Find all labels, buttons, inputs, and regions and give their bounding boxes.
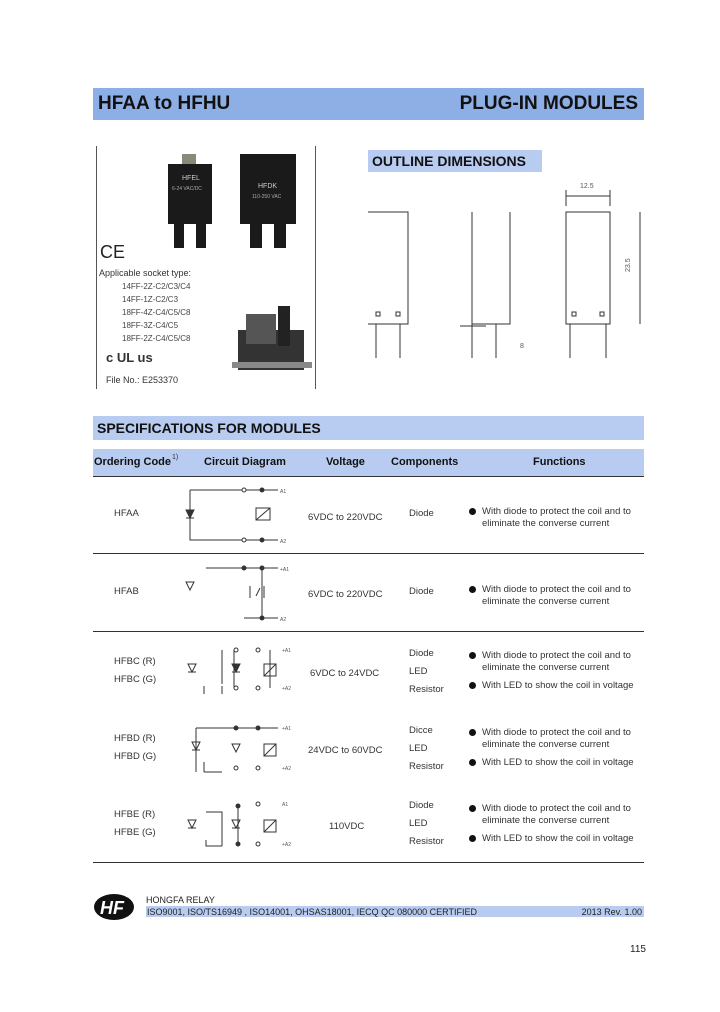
revision: 2013 Rev. 1.00 [581, 907, 642, 917]
col-circuit-diagram: Circuit Diagram [204, 456, 286, 468]
bullet-icon [469, 759, 476, 766]
svg-text:+A1: +A1 [282, 726, 292, 732]
section-title: PLUG-IN MODULES [459, 93, 638, 114]
ce-mark: CE [100, 242, 126, 262]
row-function: With diode to protect the coil and to eliminate the converse current [482, 650, 631, 673]
svg-text:+A2: +A2 [282, 686, 292, 692]
row-function: With LED to show the coil in voltage [482, 680, 634, 691]
module1-brand: HFEL [182, 175, 200, 182]
row-component: Diode [409, 508, 434, 519]
svg-text:A1: A1 [282, 802, 289, 808]
row-function: With diode to protect the coil and to eliminate the converse current [482, 584, 631, 607]
row-component: LED [409, 743, 428, 754]
row-component: Dicce [409, 725, 433, 736]
row-function: With diode to protect the coil and to eliminate the converse current [482, 803, 631, 826]
ul-mark: c UL us [106, 350, 153, 365]
bullet-icon [469, 586, 476, 593]
module2-rating: 110-250 VAC [252, 194, 282, 200]
row-divider [93, 862, 644, 863]
col-voltage: Voltage [326, 456, 365, 468]
row-code: HFAA [114, 508, 139, 519]
certifications: ISO9001, ISO/TS16949 , ISO14001, OHSAS18001, IECQ QC 080000 CERTIFIED [147, 907, 478, 917]
bullet-icon [469, 835, 476, 842]
dim-width: 12.5 [580, 183, 594, 190]
dim-pin: 8 [520, 343, 524, 350]
row-component: LED [409, 818, 428, 829]
row-function: With diode to protect the coil and to eliminate the converse current [482, 727, 631, 750]
col-functions: Functions [533, 456, 586, 468]
circuit-hfaa [182, 484, 292, 546]
row-code: HFAB [114, 586, 139, 597]
svg-text:A2: A2 [280, 617, 287, 623]
row-code: HFBC (R) [114, 656, 156, 667]
terminal-a2: A2 [280, 539, 287, 545]
row-function: With diode to protect the coil and to eliminate the converse current [482, 506, 631, 529]
row-component: LED [409, 666, 428, 677]
row-code: HFBE (R) [114, 809, 156, 820]
bullet-icon [469, 652, 476, 659]
module-photos [160, 150, 310, 260]
svg-text:+A2: +A2 [282, 842, 292, 848]
row-divider [93, 631, 644, 632]
row-component: Resistor [409, 684, 444, 695]
bullet-icon [469, 805, 476, 812]
svg-text:+A1: +A1 [280, 567, 290, 573]
row-code: HFBE (G) [114, 827, 156, 838]
page-title: HFAA to HFHU [98, 93, 231, 114]
row-voltage: 24VDC to 60VDC [308, 745, 383, 756]
outline-title: OUTLINE DIMENSIONS [372, 153, 527, 169]
socket-item: 14FF-2Z-C2/C3/C4 [122, 282, 191, 291]
socket-item: 18FF-3Z-C4/C5 [122, 321, 179, 330]
spec-title: SPECIFICATIONS FOR MODULES [97, 420, 321, 436]
svg-text:+A2: +A2 [282, 766, 292, 772]
row-component: Resistor [409, 836, 444, 847]
circuit-hfab [182, 562, 292, 624]
terminal-a1: A1 [280, 489, 287, 495]
svg-text:+A1: +A1 [282, 648, 292, 654]
circuit-hfbc [182, 640, 294, 698]
row-voltage: 6VDC to 220VDC [308, 512, 383, 523]
brand-name: HONGFA RELAY [146, 895, 215, 905]
socket-item: 18FF-4Z-C4/C5/C8 [122, 308, 191, 317]
row-code: HFBD (R) [114, 733, 156, 744]
outline-drawing [360, 176, 650, 366]
socket-item: 14FF-1Z-C2/C3 [122, 295, 179, 304]
row-voltage: 6VDC to 220VDC [308, 589, 383, 600]
socket-item: 18FF-2Z-C4/C5/C8 [122, 334, 191, 343]
module-hfel-body [168, 164, 212, 224]
bullet-icon [469, 682, 476, 689]
socket-title: Applicable socket type: [99, 268, 192, 278]
col-ordering-code: Ordering Code [94, 456, 172, 468]
bullet-icon [469, 508, 476, 515]
module1-rating: 6-24 VAC/DC [172, 186, 202, 192]
row-function: With LED to show the coil in voltage [482, 833, 634, 844]
row-component: Resistor [409, 761, 444, 772]
page-number: 115 [630, 944, 646, 955]
col-components: Components [391, 456, 459, 468]
socket-photo [232, 300, 312, 380]
row-component: Diode [409, 586, 434, 597]
row-component: Diode [409, 648, 434, 659]
bullet-icon [469, 729, 476, 736]
row-code: HFBD (G) [114, 751, 157, 762]
row-component: Diode [409, 800, 434, 811]
col-note: 1) [172, 454, 179, 461]
row-function: With LED to show the coil in voltage [482, 757, 634, 768]
svg-text:HF: HF [100, 898, 124, 918]
row-code: HFBC (G) [114, 674, 157, 685]
row-voltage: 110VDC [329, 821, 365, 832]
module2-brand: HFDK [258, 183, 278, 190]
row-voltage: 6VDC to 24VDC [310, 668, 380, 679]
row-divider [93, 476, 644, 477]
circuit-hfbe [182, 796, 294, 854]
file-number: File No.: E253370 [106, 375, 179, 385]
circuit-hfbd [182, 718, 294, 776]
dim-height: 23.5 [625, 258, 632, 272]
hongfa-logo-icon [92, 892, 142, 922]
row-divider [93, 553, 644, 554]
